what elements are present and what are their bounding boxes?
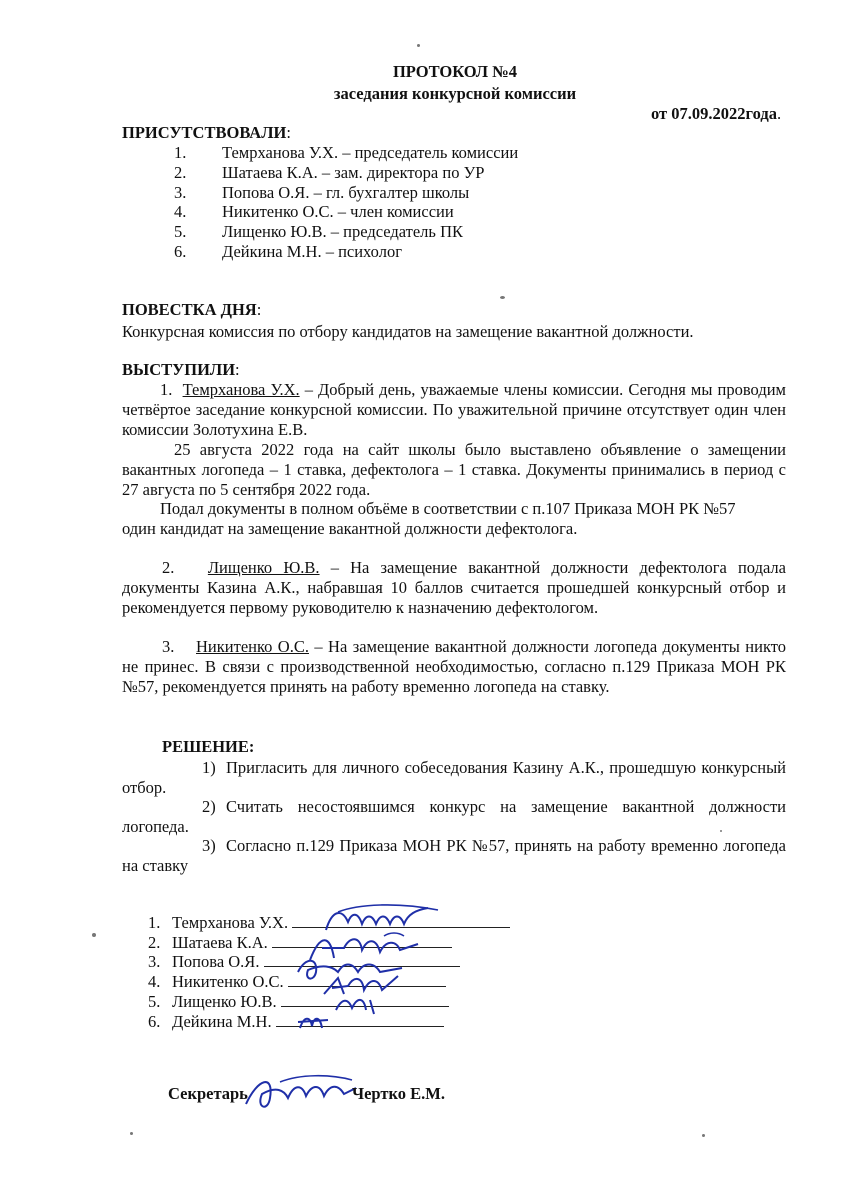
signature-name: Никитенко О.С. bbox=[172, 972, 284, 992]
scan-speck bbox=[500, 296, 505, 299]
present-item bbox=[174, 143, 518, 163]
scan-speck bbox=[720, 830, 722, 832]
secretary-label: Секретарь bbox=[168, 1084, 248, 1103]
speech-1-speaker: Темрханова У.Х. bbox=[182, 380, 300, 399]
present-heading-text: ПРИСУТСТВОВАЛИ bbox=[122, 123, 287, 142]
decision-item bbox=[122, 836, 786, 876]
decision-item-text: Согласно п.129 Приказа МОН РК №57, принять на работу временно логопеда на ставку bbox=[122, 836, 786, 875]
signature-name: Лищенко Ю.В. bbox=[172, 991, 277, 1011]
signature-number: 6. bbox=[148, 1011, 161, 1031]
speech-1-paragraph-3a: Подал документы в полном объёме в соответствии с п.107 Приказа МОН РК №57 bbox=[160, 499, 736, 518]
present-heading bbox=[122, 123, 291, 143]
scan-speck bbox=[92, 933, 96, 937]
speeches-heading bbox=[122, 360, 240, 380]
scan-speck bbox=[417, 44, 420, 47]
present-item-number: 1. bbox=[174, 143, 187, 162]
speech-3-speaker: Никитенко О.С. bbox=[196, 637, 309, 656]
present-item-text: Никитенко О.С. – член комиссии bbox=[222, 202, 454, 222]
speech-1-number: 1. bbox=[160, 380, 173, 399]
signature-number: 1. bbox=[148, 913, 161, 932]
signature-name: Темрханова У.Х. bbox=[172, 913, 289, 932]
speech-1-text: – Добрый день, уважаемые члены комиссии. Сегодня мы проводим четвёртое заседание конкурсной комиссии. По уважительной причине отсутствует один член комиссии Золотухина Е.В. bbox=[122, 380, 786, 439]
speeches-heading-text: ВЫСТУПИЛИ bbox=[122, 360, 236, 379]
present-item-text: Дейкина М.Н. – психолог bbox=[222, 241, 402, 261]
present-item bbox=[174, 222, 518, 242]
protocol-date-dot: . bbox=[776, 104, 782, 123]
present-item bbox=[174, 163, 518, 183]
speech-2-text: – На замещение вакантной должности дефектолога подала документы Казина А.К., набравшая 10 баллов считается прошедшей конкурсный отбор и рекомендуется первому руководителю к назначению дефектологом. bbox=[122, 558, 786, 617]
decision-item-number: 1) bbox=[202, 758, 216, 777]
signature-name: Попова О.Я. bbox=[172, 952, 260, 972]
signature-name: Шатаева К.А. bbox=[172, 932, 268, 952]
scan-speck bbox=[702, 1134, 705, 1137]
decision-heading: РЕШЕНИЕ: bbox=[162, 737, 255, 756]
present-item-text: Попова О.Я. – гл. бухгалтер школы bbox=[222, 182, 470, 202]
signature-name: Дейкина М.Н. bbox=[172, 1011, 272, 1031]
agenda-heading bbox=[122, 300, 261, 320]
decision-item bbox=[122, 758, 786, 798]
speech-1-paragraph bbox=[122, 380, 786, 439]
signature-number: 5. bbox=[148, 991, 161, 1011]
present-list bbox=[174, 143, 518, 262]
signature-number: 4. bbox=[148, 972, 161, 992]
speeches-heading-colon: : bbox=[235, 360, 240, 379]
present-item-number: 6. bbox=[174, 241, 187, 261]
speech-2-paragraph bbox=[122, 558, 786, 617]
present-item-text: Темрханова У.Х. – председатель комиссии bbox=[222, 143, 519, 162]
speech-2-speaker: Лищенко Ю.В. bbox=[207, 558, 320, 577]
speech-3-text: – На замещение вакантной должности логопеда документы никто не принес. В связи с производственной необходимостью, согласно п.129 Приказа МОН РК №57, рекомендуется принять на работу временно логопеда на ставку. bbox=[122, 637, 787, 696]
handwritten-signature bbox=[294, 1010, 334, 1036]
present-item-number: 3. bbox=[174, 182, 187, 202]
speech-2-number: 2. bbox=[162, 558, 175, 577]
signature-number: 3. bbox=[148, 952, 161, 972]
speech-3-number: 3. bbox=[162, 637, 175, 656]
page-title: ПРОТОКОЛ №4 bbox=[392, 62, 518, 81]
agenda-heading-text: ПОВЕСТКА ДНЯ bbox=[122, 300, 257, 319]
speech-1-paragraph-3b: один кандидат на замещение вакантной должности дефектолога. bbox=[122, 519, 578, 538]
agenda-text: Конкурсная комиссия по отбору кандидатов на замещение вакантной должности. bbox=[122, 322, 694, 341]
secretary-name: Чертко Е.М. bbox=[352, 1084, 445, 1103]
protocol-date bbox=[651, 104, 781, 124]
agenda-heading-colon: : bbox=[256, 300, 262, 319]
decision-item-number: 2) bbox=[202, 797, 216, 816]
decision-item-text: Считать несостоявшимся конкурс на замещение вакантной должности логопеда. bbox=[122, 797, 786, 836]
present-item bbox=[174, 242, 518, 262]
present-item-text: Шатаева К.А. – зам. директора по УР bbox=[222, 162, 485, 182]
decision-item bbox=[122, 797, 786, 837]
scan-speck bbox=[130, 1132, 133, 1135]
present-item-number: 4. bbox=[174, 202, 187, 222]
present-item bbox=[174, 183, 518, 203]
handwritten-signature bbox=[240, 1068, 360, 1118]
present-heading-colon: : bbox=[286, 123, 291, 142]
speech-1-paragraph-2: 25 августа 2022 года на сайт школы было выставлено объявление о замещении вакантных логопеда – 1 ставка, дефектолога – 1 ставка. Документы принимались в период с 27 августа по 5 сентября 2022 года. bbox=[122, 440, 786, 499]
speech-3-paragraph bbox=[122, 637, 786, 696]
decision-item-text: Пригласить для личного собеседования Казину А.К., прошедшую конкурсный отбор. bbox=[122, 758, 786, 797]
page-subtitle: заседания конкурсной комиссии bbox=[333, 84, 577, 103]
handwritten-signature bbox=[330, 990, 390, 1018]
signature-number: 2. bbox=[148, 932, 161, 952]
decision-item-number: 3) bbox=[202, 836, 216, 855]
present-item-number: 5. bbox=[174, 222, 187, 242]
present-item-number: 2. bbox=[174, 162, 187, 182]
protocol-date-text: от 07.09.2022года bbox=[651, 104, 777, 123]
present-item bbox=[174, 202, 518, 222]
present-item-text: Лищенко Ю.В. – председатель ПК bbox=[222, 222, 463, 242]
